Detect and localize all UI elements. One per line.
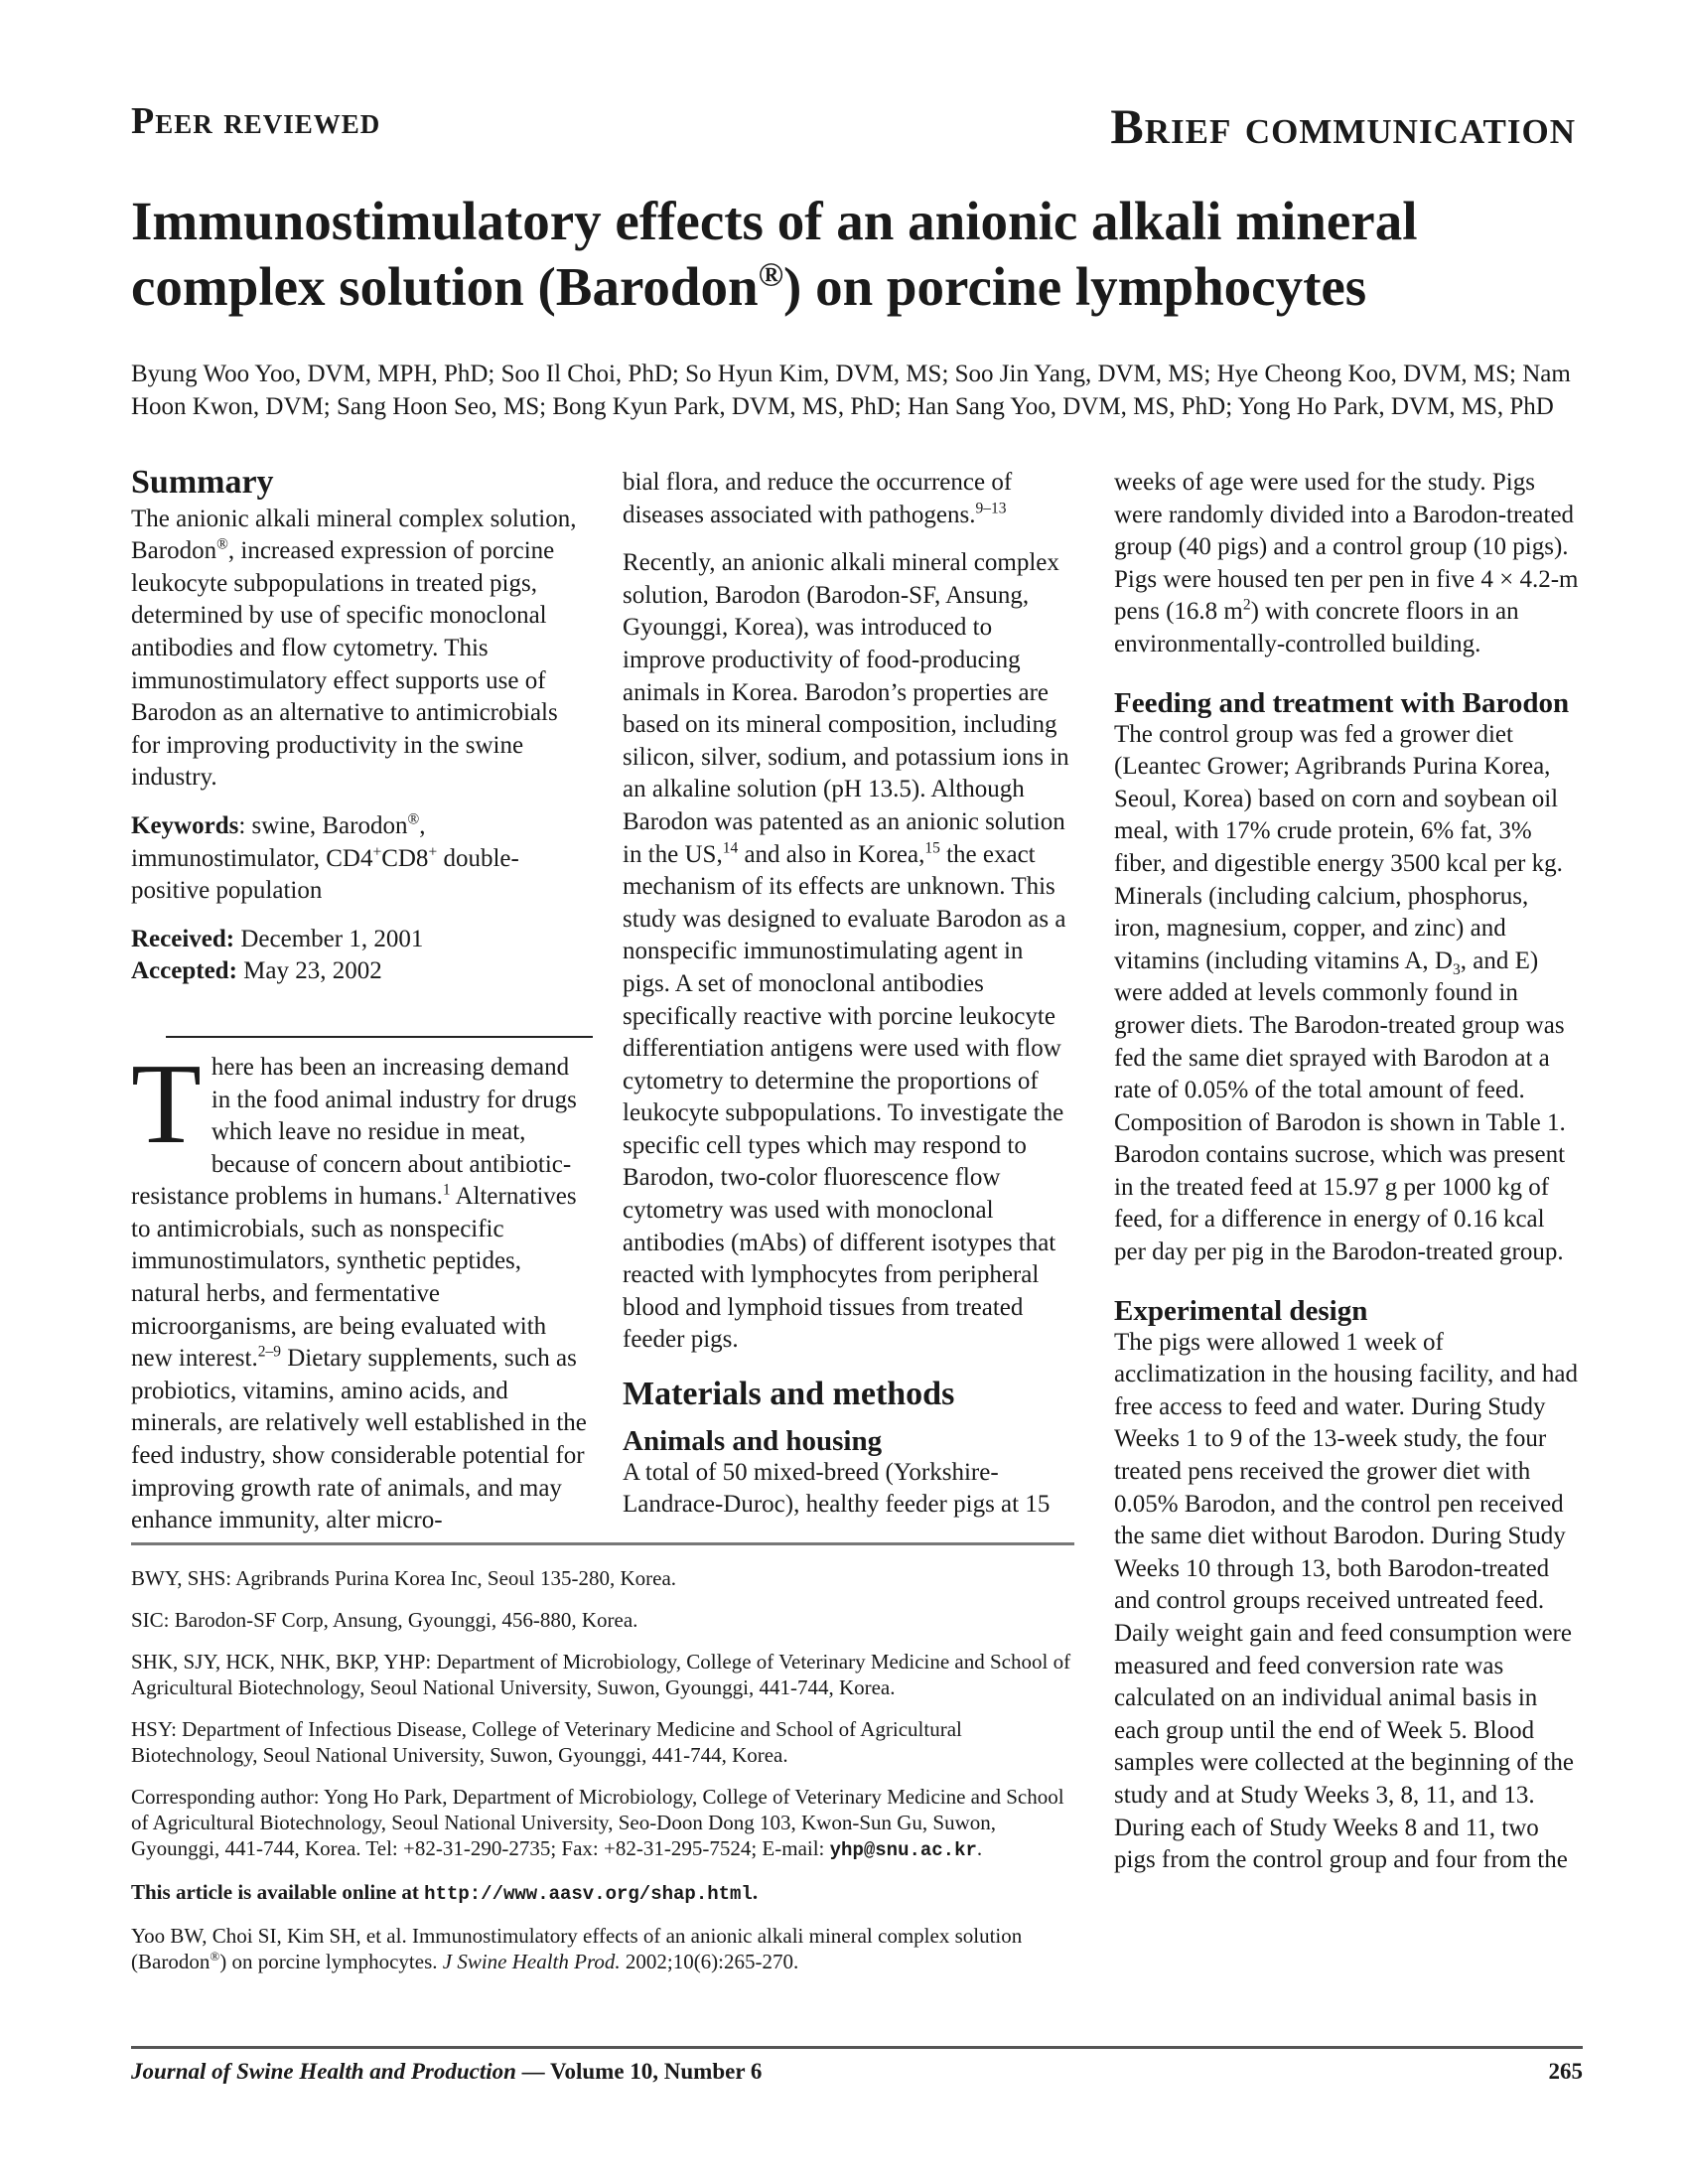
intro-c: Dietary supplements, such as probiotics, vitamins, amino acids, and minerals, are relatively well established in the feed industry, show considerable potential for improving growth rate of animals, and may enhance immunity, alter micro- — [131, 1345, 587, 1534]
superscript-plus: + — [428, 843, 438, 861]
accepted-value: May 23, 2002 — [236, 957, 382, 985]
keywords-cd8: CD8 — [381, 844, 429, 872]
keywords-c: double-positive population — [131, 844, 519, 905]
intro-b: Alternatives to antimicrobials, such as nonspecific immunostimulators, synthetic peptides, natural herbs, and fermentative microorganisms, are being evaluated with new interest. — [131, 1183, 577, 1373]
intro-continuation — [623, 467, 1074, 531]
corresponding-author — [131, 1784, 1074, 1863]
affiliations-block — [131, 1542, 1074, 1990]
feeding-b: , and E) were added at levels commonly found in grower diets. The Barodon-treated group was fed the same diet sprayed with Barodon at a rate of 0.05% of the total amount of feed. Composition of Barodon is shown in Table 1. Barodon contains sucrose, which was present in the treated feed at 15.97 g per 1000 kg of feed, for a difference in energy of 0.16 kcal per day per pig in the Barodon-treated group. — [1114, 946, 1566, 1266]
citation — [131, 1923, 1074, 1974]
drop-cap: T — [131, 1040, 202, 1168]
keywords — [131, 810, 593, 908]
received-value: December 1, 2001 — [234, 925, 424, 952]
citation-ref: 15 — [924, 839, 940, 857]
corr-text: Corresponding author: Yong Ho Park, Department of Microbiology, College of Veterinary Medicine and School of Agricultural Biotechnology, Seoul National University, Seo-Doon Dong 103, Kwon-Sun Gu, Suwon, Gyounggi, 441-744, Korea. Tel: +82-31-290-2735; Fax: +82-31-295-7524; E-mail: — [131, 1785, 1064, 1860]
page-number: 265 — [1548, 2059, 1583, 2084]
column-2 — [623, 467, 1074, 1522]
citation-ref: 1 — [442, 1181, 451, 1199]
author-list: Byung Woo Yoo, DVM, MPH, PhD; Soo Il Choi, PhD; So Hyun Kim, DVM, MS; Soo Jin Yang, DVM, MS; Hye Cheong Koo, DVM, MS; Nam Hoon Kwon, DVM; Sang Hoon Seo, MS; Bong Kyun Park, DVM, MS, PhD; Han Sang Yoo, DVM, MS, PhD; Yong Ho Park, DVM, MS, PhD — [131, 361, 1571, 420]
animals-continuation — [1114, 467, 1581, 661]
accepted-label: Accepted: — [131, 957, 237, 985]
subscript-3: 3 — [1452, 960, 1461, 978]
intro-divider — [166, 1036, 593, 1038]
email-link[interactable]: yhp@snu.ac.kr — [829, 1839, 977, 1861]
received-date — [131, 924, 593, 956]
animals-text-b: ) with concrete floors in an environmentally-controlled building. — [1114, 598, 1519, 657]
registered-mark: ® — [216, 535, 228, 553]
section-label-brief-communication: Brief communication — [1110, 98, 1576, 154]
summary-text-a: The anionic alkali mineral complex solution, Barodon — [131, 505, 577, 565]
accepted-date — [131, 955, 593, 988]
affiliation-1: BWY, SHS: Agribrands Purina Korea Inc, Seoul 135-280, Korea. — [131, 1566, 677, 1590]
intro-tail: bial flora, and reduce the occurrence of diseases associated with pathogens. — [623, 469, 1013, 528]
affiliation-4: HSY: Department of Infectious Disease, College of Veterinary Medicine and School of Agricultural Biotechnology, Seoul National University, Suwon, Gyounggi, 441-744, Korea. — [131, 1717, 962, 1767]
corr-period: . — [976, 1836, 983, 1860]
citation-ref: 2–9 — [257, 1343, 281, 1361]
received-label: Received: — [131, 925, 235, 952]
feeding-paragraph — [1114, 719, 1581, 1269]
keywords-b: , immunostimulator, CD4 — [131, 811, 426, 872]
cite-c: 2002;10(6):265-270. — [620, 1950, 799, 1973]
affiliation-2: SIC: Barodon-SF Corp, Ansung, Gyounggi, 456-880, Korea. — [131, 1608, 638, 1632]
keywords-label: Keywords — [131, 811, 239, 839]
cite-a: Yoo BW, Choi SI, Kim SH, et al. Immunostimulatory effects of an anionic alkali mineral complex solution (Barodon — [131, 1924, 1023, 1973]
affiliation-3: SHK, SJY, HCK, NHK, BKP, YHP: Department of Microbiology, College of Veterinary Medicine and School of Agricultural Biotechnology, Seoul National University, Suwon, Gyounggi, 441-744, Korea. — [131, 1650, 1071, 1699]
section-label-peer-reviewed: Peer reviewed — [131, 100, 381, 142]
p2-c: the exact mechanism of its effects are unknown. This study was designed to evaluate Barodon as a nonspecific immunostimulating agent in pigs. A set of monoclonal antibodies specifically reactive with porcine leukocyte differentiation antigens were used with flow cytometry to determine the proportions of leukocyte subpopulations. To investigate the specific cell types which may respond to Barodon, two-color fluorescence flow cytometry was used with monoclonal antibodies (mAbs) of different isotypes that reacted with lymphocytes from peripheral blood and lymphoid tissues from treated feeder pigs. — [623, 840, 1066, 1354]
superscript-2: 2 — [1242, 597, 1251, 615]
article-title — [131, 189, 1571, 320]
citation-ref: 9–13 — [975, 500, 1007, 517]
page-footer — [131, 2046, 1583, 2085]
feeding-heading: Feeding and treatment with Barodon — [1114, 686, 1570, 719]
journal-issue: — Volume 10, Number 6 — [515, 2059, 763, 2084]
cite-journal: J Swine Health Prod. — [442, 1950, 621, 1973]
citation-ref: 14 — [722, 839, 739, 857]
title-line-2a: complex solution (Barodon — [131, 256, 759, 317]
registered-mark: ® — [758, 256, 784, 294]
online-availability — [131, 1879, 1074, 1907]
methods-heading: Materials and methods — [623, 1376, 955, 1413]
design-paragraph: The pigs were allowed 1 week of acclimatization in the housing facility, and had free access to feed and water. During Study Weeks 1 to 9 of the 13-week study, the four treated pens received the grower diet with 0.05% Barodon, and the control pen received the same diet without Barodon. During Study Weeks 10 through 13, both Barodon-treated and control groups received untreated feed. Daily weight gain and feed consumption were measured and feed conversion rate was calculated on an individual animal basis in each group until the end of Week 5. Blood samples were collected at the beginning of the study and at Study Weeks 3, 8, 11, and 13. During each of Study Weeks 8 and 11, two pigs from the control group and four from the — [1114, 1328, 1578, 1874]
cite-b: ) on porcine lymphocytes. — [219, 1950, 443, 1973]
registered-mark: ® — [210, 1949, 220, 1964]
column-1 — [131, 464, 593, 1537]
feeding-a: The control group was fed a grower diet (Leantec Grower; Agribrands Purina Korea, Seoul, Korea) based on corn and soybean oil meal, with 17% crude protein, 6% fat, 3% fiber, and digestible energy 3500 kcal per kg. Minerals (including calcium, phosphorus, iron, magnesium, copper, and zinc) and vitamins (including vitamins A, D — [1114, 720, 1563, 974]
online-period: . — [752, 1880, 759, 1904]
title-line-1: Immunostimulatory effects of an anionic alkali mineral — [131, 191, 1418, 251]
column-3 — [1114, 467, 1581, 1877]
p2-b: and also in Korea, — [738, 840, 925, 868]
online-url-link[interactable]: http://www.aasv.org/shap.html — [424, 1883, 753, 1905]
intro-a: here has been an increasing demand in the food animal industry for drugs which leave no residue in meat, because of concern about antibiotic-resistance problems in humans. — [131, 1053, 577, 1211]
summary-text-b: , increased expression of porcine leukocyte subpopulations in treated pigs, determined by use of specific monoclonal antibodies and flow cytometry. This immunostimulatory effect supports use of Barodon as an alternative to antimicrobials for improving productivity in the swine industry. — [131, 537, 558, 792]
journal-name: Journal of Swine Health and Production — [131, 2059, 516, 2084]
animals-tail: weeks of age were used for the study. Pigs were randomly divided into a Barodon-treated group (40 pigs) and a control group (10 pigs). Pigs were housed ten per pen in five 4 × 4.2-m pens (16.8 m — [1114, 469, 1579, 626]
summary-heading: Summary — [131, 464, 274, 501]
intro-paragraph — [131, 1040, 593, 1537]
p2-a: Recently, an anionic alkali mineral complex solution, Barodon (Barodon-SF, Ansung, Gyounggi, Korea), was introduced to improve productivity of food-producing animals in Korea. Barodon’s properties are based on its mineral composition, including silicon, silver, sodium, and potassium ions in an alkaline solution (pH 13.5). Although Barodon was patented as an anionic solution in the US, — [623, 549, 1069, 868]
superscript-plus: + — [372, 843, 382, 861]
registered-mark: ® — [407, 810, 420, 828]
animals-heading: Animals and housing — [623, 1424, 883, 1457]
title-line-2b: ) on porcine lymphocytes — [783, 256, 1367, 317]
animals-paragraph — [623, 1457, 1074, 1522]
animals-head: A total of 50 mixed-breed (Yorkshire-Landrace-Duroc), healthy feeder pigs at 15 — [623, 1458, 1051, 1519]
recently-paragraph — [623, 547, 1074, 1357]
keywords-a: : swine, Barodon — [238, 811, 408, 839]
design-heading: Experimental design — [1114, 1294, 1368, 1327]
summary-text — [131, 504, 593, 795]
online-label: This article is available online at — [131, 1880, 425, 1904]
